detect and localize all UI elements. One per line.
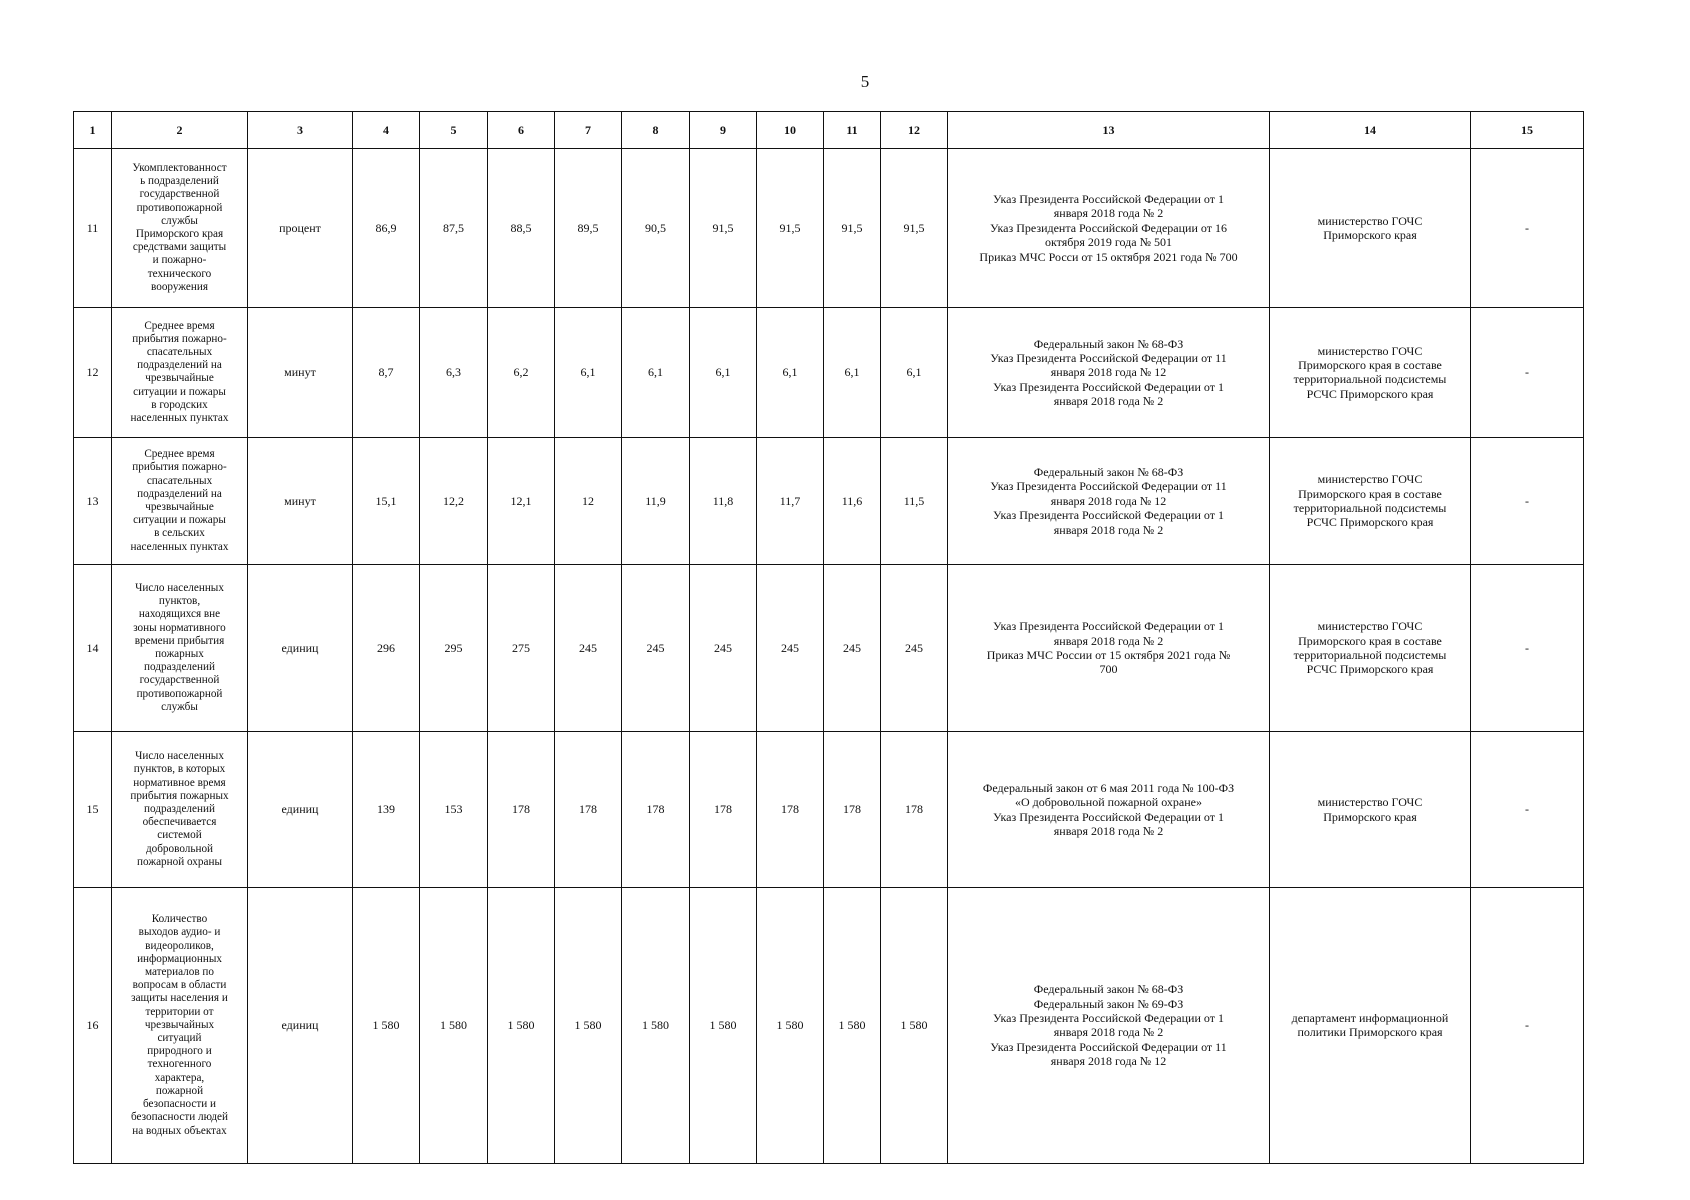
value-cell: 1 580 bbox=[488, 887, 555, 1163]
column-header: 3 bbox=[248, 112, 353, 149]
value-cell: 1 580 bbox=[555, 887, 622, 1163]
value-cell: 245 bbox=[690, 564, 757, 732]
indicator-name: Количество выходов аудио- и видеороликов, информационных материалов по вопросам в области защиты населения и территории от чрезвычайных ситуаций природного и техногенного характера, пожарной безопасности и безопасности людей на водных объектах bbox=[112, 887, 248, 1163]
column-header: 1 bbox=[74, 112, 112, 149]
value-cell: 86,9 bbox=[353, 149, 420, 308]
responsible-body: министерство ГОЧС Приморского края в составе территориальной подсистемы РСЧС Приморского края bbox=[1270, 307, 1471, 437]
value-cell: 153 bbox=[420, 732, 488, 888]
value-cell: 178 bbox=[757, 732, 824, 888]
value-cell: 6,1 bbox=[690, 307, 757, 437]
row-number: 12 bbox=[74, 307, 112, 437]
value-cell: 275 bbox=[488, 564, 555, 732]
value-cell: 245 bbox=[555, 564, 622, 732]
unit: процент bbox=[248, 149, 353, 308]
value-cell: 1 580 bbox=[420, 887, 488, 1163]
value-cell: 295 bbox=[420, 564, 488, 732]
value-cell: 15,1 bbox=[353, 438, 420, 564]
note-cell: - bbox=[1471, 887, 1584, 1163]
column-header: 6 bbox=[488, 112, 555, 149]
value-cell: 1 580 bbox=[757, 887, 824, 1163]
legal-basis: Указ Президента Российской Федерации от 1 января 2018 года № 2 Приказ МЧС России от 15 октября 2021 года № 700 bbox=[948, 564, 1270, 732]
value-cell: 6,1 bbox=[824, 307, 881, 437]
value-cell: 12,1 bbox=[488, 438, 555, 564]
legal-basis: Федеральный закон от 6 мая 2011 года № 100-ФЗ «О добровольной пожарной охране» Указ Президента Российской Федерации от 1 января 2018 года № 2 bbox=[948, 732, 1270, 888]
responsible-body: департамент информационной политики Приморского края bbox=[1270, 887, 1471, 1163]
table-row bbox=[74, 564, 1584, 732]
legal-basis: Федеральный закон № 68-ФЗ Федеральный закон № 69-ФЗ Указ Президента Российской Федерации от 1 января 2018 года № 2 Указ Президента Российской Федерации от 11 января 2018 года № 12 bbox=[948, 887, 1270, 1163]
value-cell: 1 580 bbox=[824, 887, 881, 1163]
value-cell: 245 bbox=[881, 564, 948, 732]
value-cell: 178 bbox=[555, 732, 622, 888]
note-cell: - bbox=[1471, 438, 1584, 564]
note-cell: - bbox=[1471, 149, 1584, 308]
row-number: 11 bbox=[74, 149, 112, 308]
value-cell: 90,5 bbox=[622, 149, 690, 308]
value-cell: 89,5 bbox=[555, 149, 622, 308]
value-cell: 12,2 bbox=[420, 438, 488, 564]
responsible-body: министерство ГОЧС Приморского края в составе территориальной подсистемы РСЧС Приморского края bbox=[1270, 438, 1471, 564]
value-cell: 91,5 bbox=[690, 149, 757, 308]
column-header: 8 bbox=[622, 112, 690, 149]
table-row bbox=[74, 732, 1584, 888]
column-header: 14 bbox=[1270, 112, 1471, 149]
value-cell: 1 580 bbox=[353, 887, 420, 1163]
row-number: 14 bbox=[74, 564, 112, 732]
row-number: 15 bbox=[74, 732, 112, 888]
indicator-name: Укомплектованност ь подразделений государственной противопожарной службы Приморского края средствами защиты и пожарно- технического вооружения bbox=[112, 149, 248, 308]
note-cell: - bbox=[1471, 307, 1584, 437]
responsible-body: министерство ГОЧС Приморского края bbox=[1270, 732, 1471, 888]
column-header: 10 bbox=[757, 112, 824, 149]
column-header: 12 bbox=[881, 112, 948, 149]
value-cell: 6,1 bbox=[757, 307, 824, 437]
value-cell: 178 bbox=[690, 732, 757, 888]
table-row bbox=[74, 438, 1584, 564]
header-row bbox=[74, 112, 1584, 149]
value-cell: 245 bbox=[824, 564, 881, 732]
value-cell: 178 bbox=[622, 732, 690, 888]
indicator-name: Среднее время прибытия пожарно- спасательных подразделений на чрезвычайные ситуации и пожары в городских населенных пунктах bbox=[112, 307, 248, 437]
table-row bbox=[74, 887, 1584, 1163]
value-cell: 11,9 bbox=[622, 438, 690, 564]
value-cell: 1 580 bbox=[690, 887, 757, 1163]
value-cell: 245 bbox=[622, 564, 690, 732]
legal-basis: Федеральный закон № 68-ФЗ Указ Президента Российской Федерации от 11 января 2018 года № 12 Указ Президента Российской Федерации от 1 января 2018 года № 2 bbox=[948, 438, 1270, 564]
value-cell: 6,1 bbox=[555, 307, 622, 437]
unit: минут bbox=[248, 438, 353, 564]
unit: минут bbox=[248, 307, 353, 437]
indicator-name: Число населенных пунктов, находящихся вне зоны нормативного времени прибытия пожарных подразделений государственной противопожарной службы bbox=[112, 564, 248, 732]
value-cell: 11,6 bbox=[824, 438, 881, 564]
table-row bbox=[74, 149, 1584, 308]
value-cell: 6,3 bbox=[420, 307, 488, 437]
value-cell: 11,8 bbox=[690, 438, 757, 564]
value-cell: 91,5 bbox=[757, 149, 824, 308]
value-cell: 178 bbox=[488, 732, 555, 888]
value-cell: 178 bbox=[881, 732, 948, 888]
legal-basis: Указ Президента Российской Федерации от 1 января 2018 года № 2 Указ Президента Российской Федерации от 16 октября 2019 года № 501 Приказ МЧС Росси от 15 октября 2021 года № 700 bbox=[948, 149, 1270, 308]
value-cell: 87,5 bbox=[420, 149, 488, 308]
column-header: 13 bbox=[948, 112, 1270, 149]
value-cell: 296 bbox=[353, 564, 420, 732]
table-row bbox=[74, 307, 1584, 437]
value-cell: 1 580 bbox=[881, 887, 948, 1163]
value-cell: 245 bbox=[757, 564, 824, 732]
indicators-table bbox=[73, 111, 1584, 1164]
indicator-name: Число населенных пунктов, в которых нормативное время прибытия пожарных подразделений обеспечивается системой добровольной пожарной охраны bbox=[112, 732, 248, 888]
value-cell: 91,5 bbox=[824, 149, 881, 308]
unit: единиц bbox=[248, 564, 353, 732]
column-header: 11 bbox=[824, 112, 881, 149]
row-number: 16 bbox=[74, 887, 112, 1163]
value-cell: 11,7 bbox=[757, 438, 824, 564]
unit: единиц bbox=[248, 887, 353, 1163]
value-cell: 6,1 bbox=[622, 307, 690, 437]
note-cell: - bbox=[1471, 564, 1584, 732]
value-cell: 178 bbox=[824, 732, 881, 888]
value-cell: 88,5 bbox=[488, 149, 555, 308]
column-header: 15 bbox=[1471, 112, 1584, 149]
column-header: 9 bbox=[690, 112, 757, 149]
responsible-body: министерство ГОЧС Приморского края bbox=[1270, 149, 1471, 308]
column-header: 4 bbox=[353, 112, 420, 149]
value-cell: 12 bbox=[555, 438, 622, 564]
value-cell: 91,5 bbox=[881, 149, 948, 308]
value-cell: 1 580 bbox=[622, 887, 690, 1163]
unit: единиц bbox=[248, 732, 353, 888]
row-number: 13 bbox=[74, 438, 112, 564]
responsible-body: министерство ГОЧС Приморского края в составе территориальной подсистемы РСЧС Приморского края bbox=[1270, 564, 1471, 732]
legal-basis: Федеральный закон № 68-ФЗ Указ Президента Российской Федерации от 11 января 2018 года № 12 Указ Президента Российской Федерации от 1 января 2018 года № 2 bbox=[948, 307, 1270, 437]
value-cell: 8,7 bbox=[353, 307, 420, 437]
column-header: 2 bbox=[112, 112, 248, 149]
value-cell: 11,5 bbox=[881, 438, 948, 564]
value-cell: 6,1 bbox=[881, 307, 948, 437]
page-number: 5 bbox=[860, 72, 870, 91]
value-cell: 6,2 bbox=[488, 307, 555, 437]
column-header: 7 bbox=[555, 112, 622, 149]
column-header: 5 bbox=[420, 112, 488, 149]
note-cell: - bbox=[1471, 732, 1584, 888]
indicator-name: Среднее время прибытия пожарно- спасательных подразделений на чрезвычайные ситуации и пожары в сельских населенных пунктах bbox=[112, 438, 248, 564]
value-cell: 139 bbox=[353, 732, 420, 888]
